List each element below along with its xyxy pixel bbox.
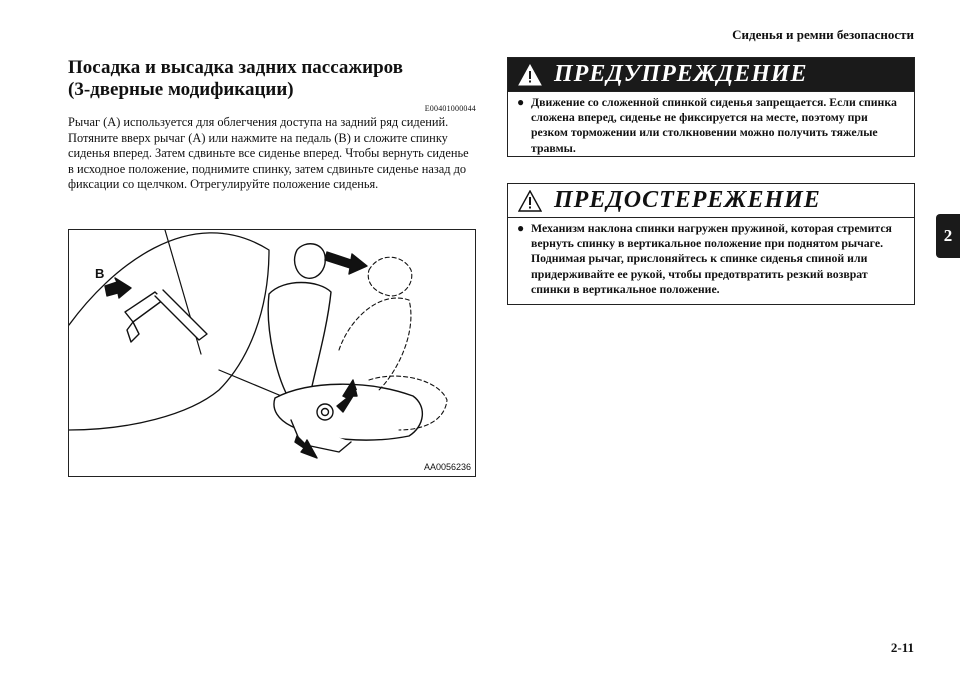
warning-triangle-icon — [518, 190, 542, 212]
section-body — [68, 115, 476, 193]
caution-text: Механизм наклона спинки нагружен пружиной, которая стремится вернуть спинку в вертикальное положение при поднятом рычаге. Поднимая рычаг, прислоняйтесь к спинке сиденья спиной или придерживайте ее рукой, чтобы предотвратить резкий возврат спинки в вертикальное положение. — [531, 221, 892, 296]
warning-title: ПРЕДУПРЕЖДЕНИЕ — [554, 61, 808, 87]
pedal-b-drawing — [125, 290, 207, 342]
section-title — [68, 57, 476, 101]
section-title-line-1: Посадка и высадка задних пассажиров — [68, 57, 403, 78]
label-a: A — [348, 378, 358, 393]
running-header: Сиденья и ремни безопасности — [732, 27, 914, 42]
caution-box — [507, 183, 915, 305]
warning-text: Движение со сложенной спинкой сиденья запрещается. Если спинка сложена вперед, сиденье не фиксируется на месте, поэтому при резком торможении или столкновении можно получить тяжелые травмы. — [531, 95, 897, 155]
paragraph-1: Рычаг (A) используется для облегчения доступа на задний ряд сидений. — [68, 115, 449, 129]
caution-item — [508, 218, 914, 297]
caution-title: ПРЕДОСТЕРЕЖЕНИЕ — [554, 187, 821, 213]
paragraph-2: Потяните вверх рычаг (A) или нажмите на педаль (B) и сложите спинку сиденья вперед. Затем сдвиньте все сиденье вперед. Чтобы вернуть сиденье в исходное положение, поднимите спинку, затем сдвиньте сиденье назад до фиксации со щелчком. Отрегулируйте положение сиденья. — [68, 130, 469, 192]
warning-header — [508, 58, 914, 92]
seat-drawing — [69, 230, 475, 476]
figure-code: AA0056236 — [423, 462, 471, 472]
bullet-icon: ● — [517, 221, 525, 235]
seat-illustration — [68, 229, 476, 477]
page-number: 2-11 — [890, 640, 914, 655]
section-title-line-2: (3-дверные модификации) — [68, 79, 294, 100]
warning-item — [508, 92, 914, 156]
arrow-fold-icon — [325, 252, 367, 274]
caution-header — [508, 184, 914, 218]
section-code: E00401000044 — [424, 104, 476, 113]
warning-triangle-icon — [518, 64, 542, 86]
chapter-tab: 2 — [936, 214, 960, 258]
label-b: B — [95, 266, 105, 281]
seat-drawing-solid — [268, 244, 422, 452]
bullet-icon: ● — [517, 95, 525, 109]
warning-box — [507, 57, 915, 157]
section-left-column — [68, 57, 476, 193]
